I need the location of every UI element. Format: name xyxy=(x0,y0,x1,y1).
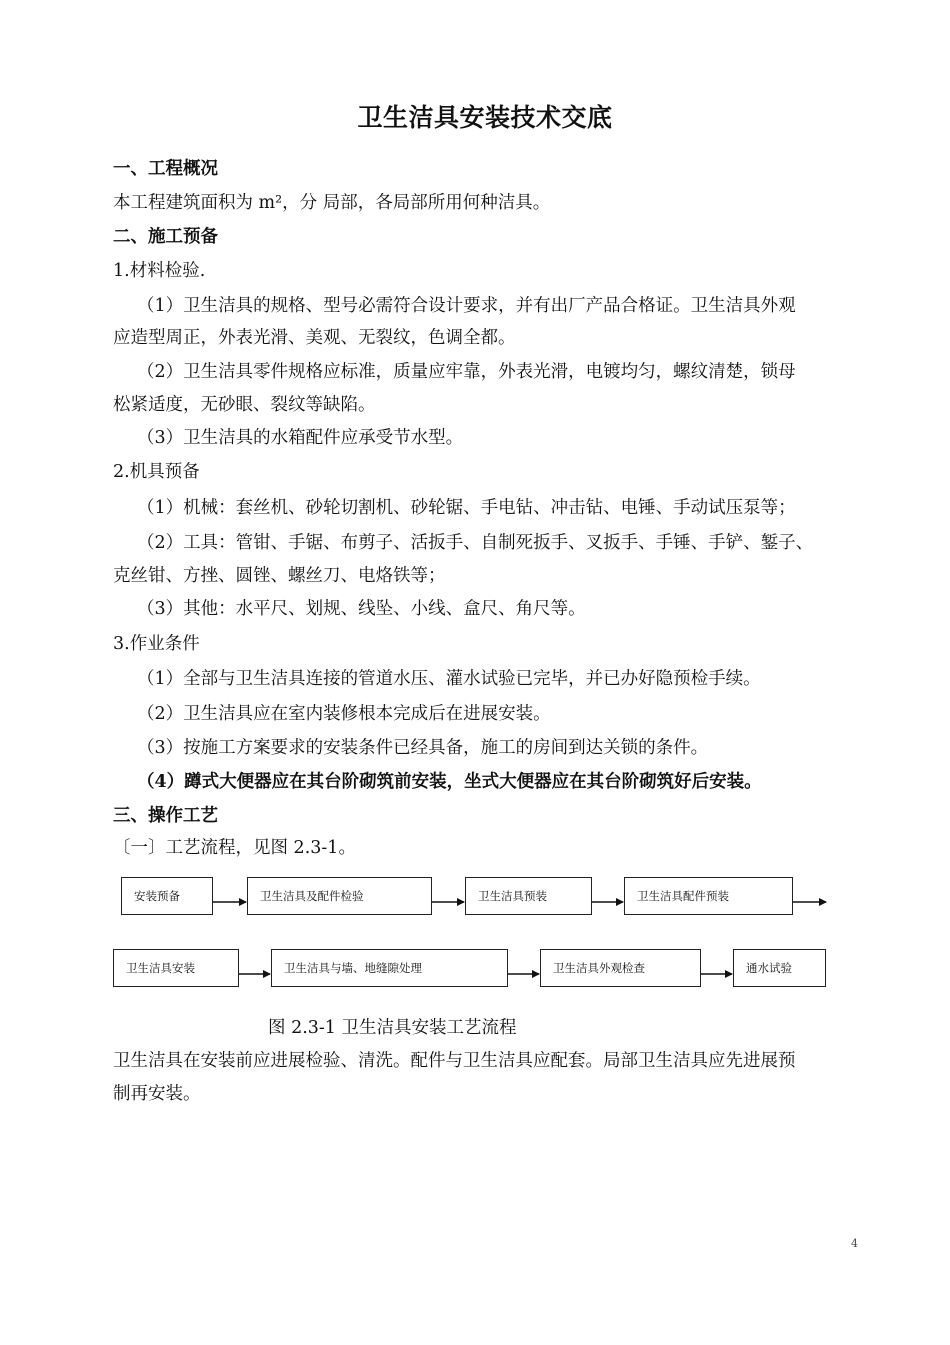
flow-step-gap-treatment: 卫生洁具与墙、地缝隙处理 xyxy=(271,949,508,987)
section3-body-b: 制再安装。 xyxy=(113,1084,201,1104)
section1-body: 本工程建筑面积为 m²，分 局部，各局部所用何种洁具。 xyxy=(113,193,551,213)
figure-caption: 图 2.3-1 卫生洁具安装工艺流程 xyxy=(268,1018,517,1038)
flow-step-fittings-preinstall: 卫生洁具配件预装 xyxy=(624,877,793,915)
document-title: 卫生洁具安装技术交底 xyxy=(357,103,613,132)
flow-step-inspect: 卫生洁具及配件检验 xyxy=(247,877,432,915)
flow-step-preinstall: 卫生洁具预装 xyxy=(465,877,592,915)
flow-step-appearance-check: 卫生洁具外观检查 xyxy=(540,949,701,987)
sub2-title: 2.机具预备 xyxy=(113,462,200,482)
sub3-p1: （1）全部与卫生洁具连接的管道水压、灌水试验已完毕，并已办好隐预检手续。 xyxy=(137,669,761,689)
page-number: 4 xyxy=(851,1237,858,1250)
sub2-p2b: 克丝钳、方挫、圆锉、螺丝刀、电烙铁等； xyxy=(113,566,446,586)
sub2-p1: （1）机械：套丝机、砂轮切割机、砂轮锯、手电钻、冲击钻、电锤、手动试压泵等； xyxy=(137,498,796,518)
sub1-p2a: （2）卫生洁具零件规格应标准，质量应牢靠，外表光滑，电镀均匀，螺纹清楚，锁母 xyxy=(137,362,796,382)
flow-step-prepare: 安装预备 xyxy=(121,877,213,915)
sub2-p2a: （2）工具：管钳、手锯、布剪子、活扳手、自制死扳手、叉扳手、手锤、手铲、錾子、 xyxy=(137,533,814,553)
sub1-p1b: 应造型周正，外表光滑、美观、无裂纹，色调全都。 xyxy=(113,328,516,348)
sub3-p3: （3）按施工方案要求的安装条件已经具备，施工的房间到达关锁的条件。 xyxy=(137,738,709,758)
flow-step-water-test: 通水试验 xyxy=(733,949,826,987)
sub2-p3: （3）其他：水平尺、划规、线坠、小线、盒尺、角尺等。 xyxy=(137,599,586,619)
sub1-p1a: （1）卫生洁具的规格、型号必需符合设计要求，并有出厂产品合格证。卫生洁具外观 xyxy=(137,296,796,316)
flow-intro: 〔一〕工艺流程，见图 2.3-1。 xyxy=(113,838,356,858)
sub3-p4: （4）蹲式大便器应在其台阶砌筑前安装，坐式大便器应在其台阶砌筑好后安装。 xyxy=(137,772,762,792)
section1-heading: 一、工程概况 xyxy=(113,159,218,179)
sub1-p2b: 松紧适度，无砂眼、裂纹等缺陷。 xyxy=(113,395,376,415)
sub3-title: 3.作业条件 xyxy=(113,634,200,654)
sub1-title: 1.材料检验. xyxy=(113,261,206,281)
flow-step-install: 卫生洁具安装 xyxy=(113,949,239,987)
section3-heading: 三、操作工艺 xyxy=(113,806,218,826)
section2-heading: 二、施工预备 xyxy=(113,227,218,247)
sub3-p2: （2）卫生洁具应在室内装修根本完成后在进展安装。 xyxy=(137,704,551,724)
section3-body-a: 卫生洁具在安装前应进展检验、清洗。配件与卫生洁具应配套。局部卫生洁具应先进展预 xyxy=(113,1051,796,1071)
sub1-p3: （3）卫生洁具的水箱配件应承受节水型。 xyxy=(137,428,464,448)
